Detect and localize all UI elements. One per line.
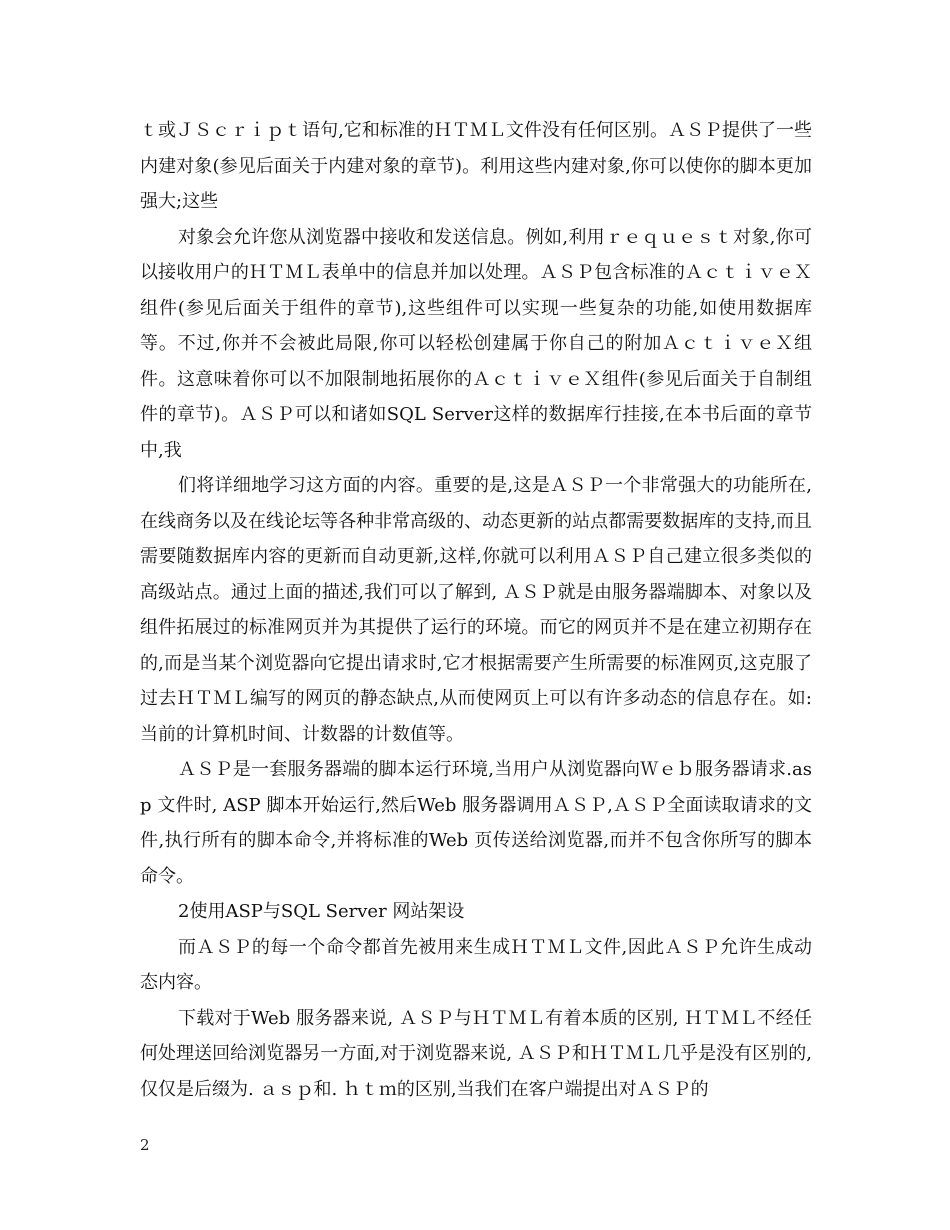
paragraph-2: 对象会允许您从浏览器中接收和发送信息。例如,利用ｒｅｑｕｅｓｔ对象,你可以接收用户的ＨＴＭＬ表单中的信息并加以处理。ＡＳＰ包含标准的ＡｃｔｉｖｅＸ组件(参见后面关于组件的章节),这些组件可以实现一些复杂的功能,如使用数据库等。不过,你并不会被此局限,你可以轻松创建属于你自己的附加ＡｃｔｉｖｅＸ组件。这意味着你可以不加限制地拓展你的ＡｃｔｉｖｅＸ组件(参见后面关于自制组件的章节)。ＡＳＰ可以和诸如SQL Server这样的数据库行挂接,在本书后面的章节中,我: [140, 226, 812, 461]
paragraph-6: 下载对于Web 服务器来说, ＡＳＰ与ＨＴＭＬ有着本质的区别, ＨＴＭＬ不经任何处理送回给浏览器另一方面,对于浏览器来说, ＡＳＰ和ＨＴＭＬ几乎是没有区别的,仅仅是后缀为. ａｓｐ和. ｈｔｍ的区别,当我们在客户端提出对ＡＳＰ的: [140, 1007, 812, 1100]
paragraph-3: 们将详细地学习这方面的内容。重要的是,这是ＡＳＰ一个非常强大的功能所在,在线商务以及在线论坛等各种非常高级的、动态更新的站点都需要数据库的支持,而且需要随数据库内容的更新而自动更新,这样,你就可以利用ＡＳＰ自己建立很多类似的高级站点。通过上面的描述,我们可以了解到, ＡＳＰ就是由服务器端脚本、对象以及组件拓展过的标准网页并为其提供了运行的环境。而它的网页并不是在建立初期存在的,而是当某个浏览器向它提出请求时,它才根据需要产生所需要的标准网页,这克服了过去ＨＴＭＬ编写的网页的静态缺点,从而使网页上可以有许多动态的信息存在。如:当前的计算机时间、计数器的计数值等。: [140, 475, 812, 745]
body-text: [140, 113, 812, 1107]
page-number: 2: [140, 1136, 150, 1154]
paragraph-5: 而ＡＳＰ的每一个命令都首先被用来生成ＨＴＭＬ文件,因此ＡＳＰ允许生成动态内容。: [140, 936, 812, 993]
paragraph-4: ＡＳＰ是一套服务器端的脚本运行环境,当用户从浏览器向Ｗｅｂ服务器请求.asp 文件时, ASP 脚本开始运行,然后Web 服务器调用ＡＳＰ,ＡＳＰ全面读取请求的文件,执行所有的脚本命令,并将标准的Web 页传送给浏览器,而并不包含你所写的脚本命令。: [140, 759, 812, 887]
section-heading: 2使用ASP与SQL Server 网站架设: [178, 901, 465, 922]
paragraph-1: ｔ或ＪＳｃｒｉｐｔ语句,它和标准的ＨＴＭＬ文件没有任何区别。ＡＳＰ提供了一些内建对象(参见后面关于内建对象的章节)。利用这些内建对象,你可以使你的脚本更加强大;这些: [140, 120, 812, 212]
